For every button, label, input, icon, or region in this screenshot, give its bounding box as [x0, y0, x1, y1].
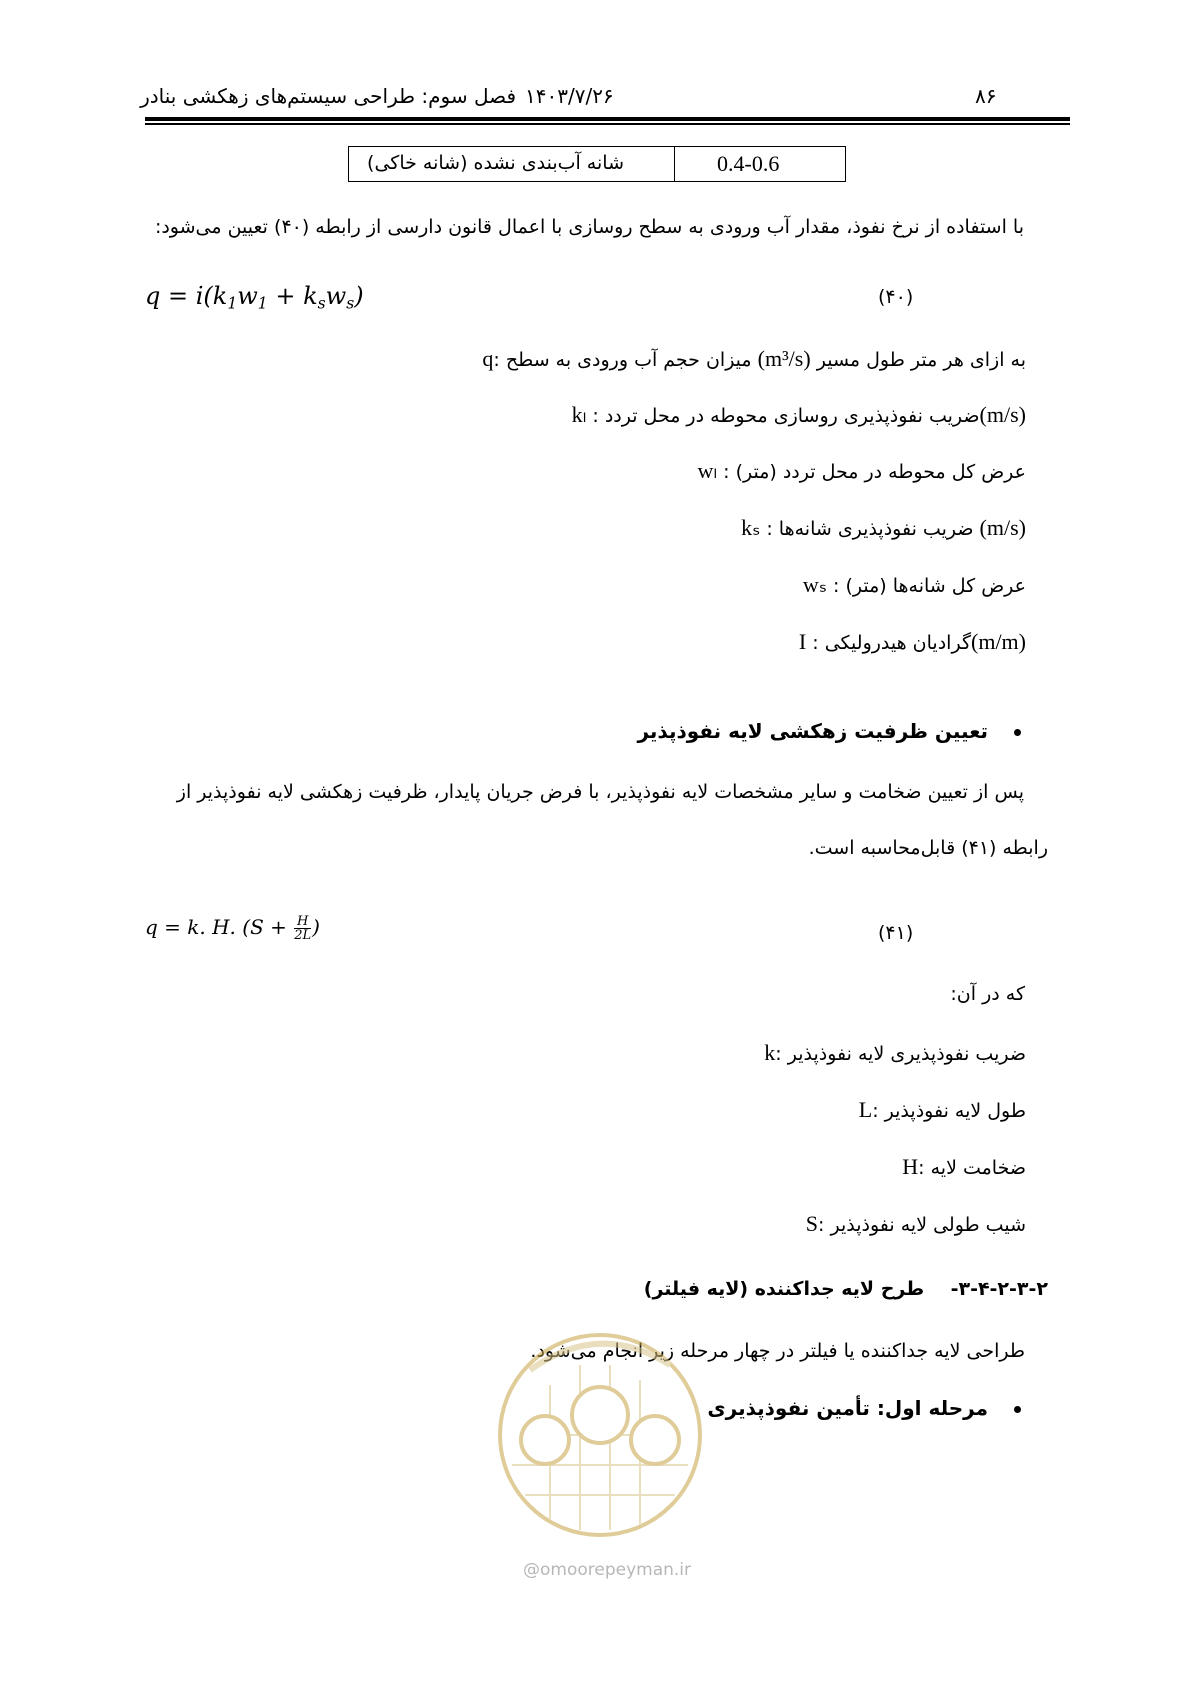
def-text: ضخامت لایه	[930, 1157, 1026, 1179]
page-number: ۸۶	[975, 84, 997, 108]
def-i: I : گرادیان هیدرولیکی(m/m)	[798, 629, 1026, 654]
section-title: طرح لایه جداکننده (لایه فیلتر)	[643, 1278, 925, 1300]
def-tail: به ازای هر متر طول مسیر	[816, 349, 1026, 371]
def-symbol: wₗ	[697, 458, 718, 483]
def-unit: (m/m)	[971, 629, 1026, 654]
def-q: q: میزان حجم آب ورودی به سطح (m³/s) به ازای هر متر طول مسیر	[482, 346, 1026, 371]
fraction: $\frac{H}{2L}$	[294, 914, 312, 943]
def-text: عرض کل محوطه در محل تردد (متر)	[735, 461, 1026, 483]
def-w1: wₗ : عرض کل محوطه در محل تردد (متر)	[697, 458, 1026, 483]
def-unit: (m/s)	[979, 515, 1026, 540]
bullet-stage-one: مرحله اول: تأمین نفوذپذیری	[707, 1396, 1021, 1420]
bullet-drainage-capacity: تعیین ظرفیت زهکشی لایه نفوذپذیر	[637, 719, 1021, 743]
def-ks: kₛ : ضریب نفوذپذیری شانه‌ها (m/s)	[741, 515, 1026, 540]
def-text: ضریب نفوذپذیری لایه نفوذپذیر	[787, 1043, 1026, 1065]
equation-40: $q = i(k_1w_1 + k_sw_s)$	[145, 282, 364, 313]
paragraph-filter-design: طراحی لایه جداکننده یا فیلتر در چهار مرحله زیر انجام می‌شود.	[530, 1340, 1025, 1362]
paragraph-capacity-line1: پس از تعیین ضخامت و سایر مشخصات لایه نفوذپذیر، با فرض جریان پایدار، ظرفیت زهکشی لایه نفوذپذیر از	[176, 781, 1024, 803]
def-l-layer: L: طول لایه نفوذپذیر	[858, 1097, 1026, 1122]
equation-40-number: (۴۰)	[878, 286, 914, 308]
def-text: شیب طولی لایه نفوذپذیر	[830, 1214, 1026, 1236]
watermark-logo	[490, 1325, 710, 1545]
def-s-layer: S: شیب طولی لایه نفوذپذیر	[805, 1211, 1026, 1236]
def-symbol: S	[805, 1211, 819, 1236]
header-rule-thick	[145, 117, 1070, 121]
def-text: عرض کل شانه‌ها (متر)	[845, 575, 1026, 597]
table-value: 0.4-0.6	[717, 151, 780, 176]
paragraph-darcy: با استفاده از نرخ نفوذ، مقدار آب ورودی به سطح روسازی با اعمال قانون دارسی از رابطه (۴۰) تعیین می‌شود:	[154, 216, 1024, 238]
watermark-text: @omoorepeyman.ir	[523, 1560, 692, 1580]
paragraph-capacity-line2: رابطه (۴۱) قابل‌محاسبه است.	[808, 837, 1048, 859]
def-unit: (m/s)	[979, 402, 1026, 427]
section-number: ۳-۴-۲-۳-۲-	[950, 1278, 1048, 1300]
value-table	[348, 146, 846, 182]
def-ws: wₛ : عرض کل شانه‌ها (متر)	[802, 572, 1026, 597]
table-label-cell	[349, 147, 675, 181]
chapter-title: فصل سوم: طراحی سیستم‌های زهکشی بنادر	[140, 84, 516, 108]
def-unit: (m³/s)	[757, 346, 811, 371]
def-symbol: H	[902, 1154, 919, 1179]
page-date: ۱۴۰۳/۷/۲۶	[525, 84, 614, 108]
def-symbol: q	[482, 346, 494, 371]
section-heading	[644, 1278, 1048, 1300]
def-text: ضریب نفوذپذیری شانه‌ها	[778, 518, 974, 540]
equation-41: q = k. H. (S + $\frac{H}{2L}$ )	[145, 914, 320, 943]
def-symbol: wₛ	[802, 572, 827, 597]
def-symbol: L	[858, 1097, 873, 1122]
bullet-icon	[1014, 1406, 1021, 1413]
equation-41-number: (۴۱)	[878, 922, 914, 944]
def-symbol: kₛ	[741, 515, 761, 540]
def-k-layer: k: ضریب نفوذپذیری لایه نفوذپذیر	[764, 1040, 1026, 1065]
table-value-cell	[675, 147, 845, 181]
def-text: میزان حجم آب ورودی به سطح	[505, 349, 752, 371]
header-rule-thin	[145, 123, 1070, 125]
def-symbol: kₗ	[571, 402, 587, 427]
def-text: طول لایه نفوذپذیر	[884, 1100, 1026, 1122]
def-k1: kₗ : ضریب نفوذپذیری روسازی محوطه در محل تردد(m/s)	[571, 402, 1026, 427]
def-h-layer: H: ضخامت لایه	[902, 1154, 1026, 1179]
def-symbol: I	[798, 629, 807, 654]
def-symbol: k	[764, 1040, 776, 1065]
def-text: گرادیان هیدرولیکی	[824, 632, 971, 654]
bullet-icon	[1014, 729, 1021, 736]
def-text: ضریب نفوذپذیری روسازی محوطه در محل تردد	[604, 405, 980, 427]
where-label: که در آن:	[950, 983, 1025, 1005]
table-label: شانه آب‌بندی نشده (شانه خاکی)	[367, 152, 624, 174]
